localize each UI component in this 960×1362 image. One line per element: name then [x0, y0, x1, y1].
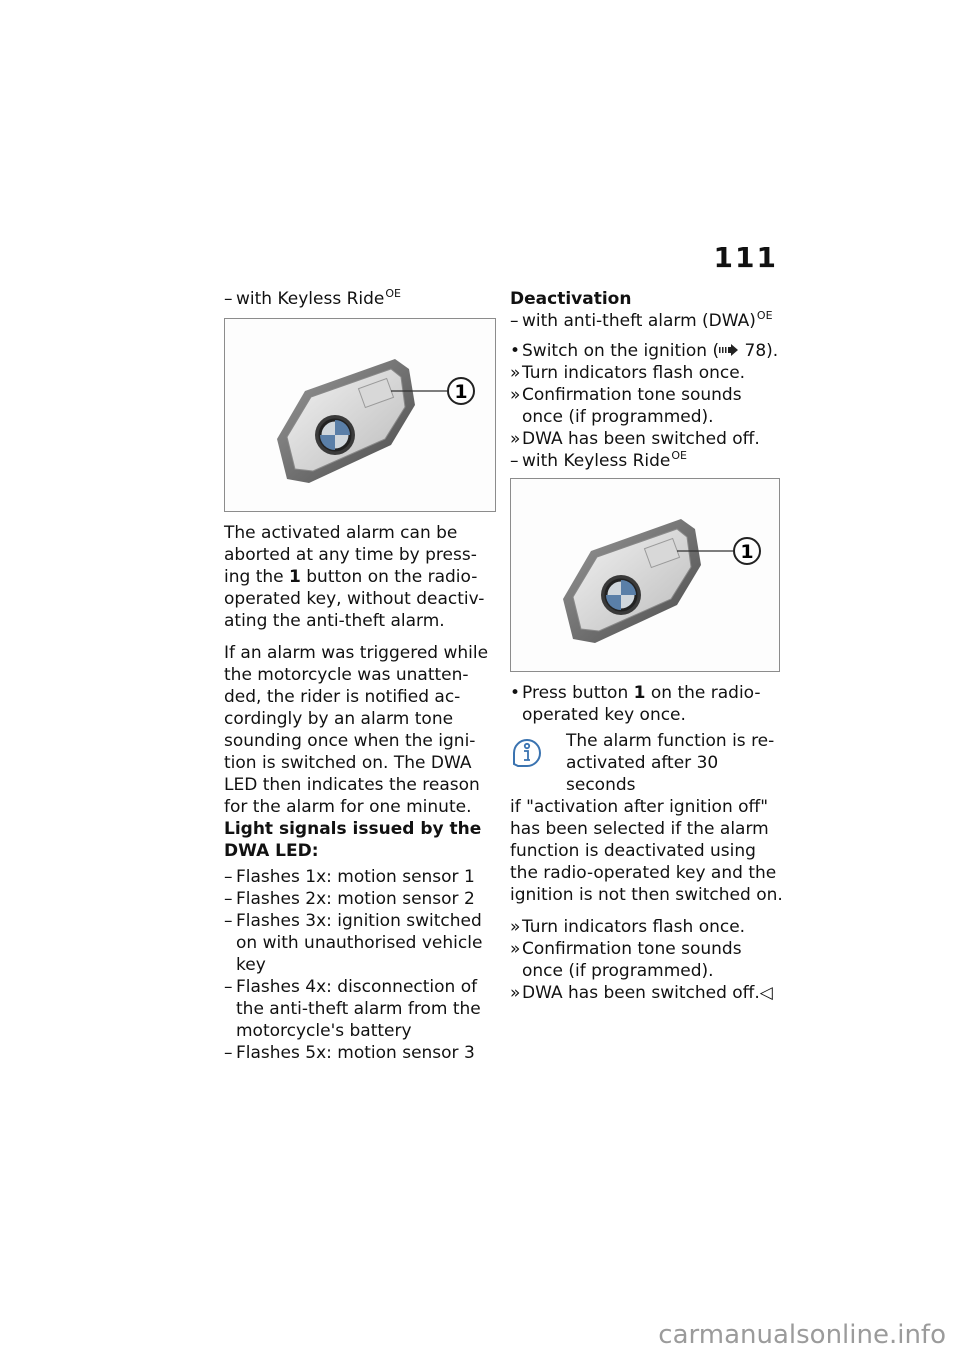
result-arrow-icon: » [510, 983, 521, 1003]
result-arrow-icon: » [510, 917, 521, 937]
option-ex-works-badge: OE [756, 309, 773, 322]
condition-keyless-ride: – with Keyless Ride$^{OE}$ [224, 287, 401, 309]
result-arrow-icon: » [510, 385, 521, 405]
info-icon [510, 736, 544, 770]
light-signals-list [224, 866, 496, 1064]
list-item: – Flashes 3x: ignition switched on with unauthorised vehicle key [224, 911, 483, 975]
info-note [510, 730, 786, 906]
dash-marker: – [224, 289, 233, 309]
button-reference: 1 [633, 683, 646, 703]
page-reference[interactable]: 78 [744, 341, 767, 361]
section-heading-deactivation: Deactivation [510, 289, 632, 309]
list-item: » DWA has been switched off. [510, 429, 760, 449]
result-arrow-icon: » [510, 363, 521, 383]
note-line-1: The alarm function is re- [566, 731, 775, 751]
bullet-icon: • [510, 683, 521, 703]
bullet-icon: • [510, 341, 521, 361]
list-item: » Turn indicators flash once. [510, 363, 746, 383]
page-reference-arrow-icon [719, 344, 739, 356]
list-item: – Flashes 5x: motion sensor 3 [224, 1043, 475, 1063]
list-item: » Confirmation tone sounds once (if programmed). [510, 939, 742, 981]
callout-label-1: 1 [740, 541, 754, 563]
button-reference: 1 [289, 567, 301, 587]
right-column [510, 288, 786, 1004]
condition-dwa: – with anti-theft alarm (DWA)$^{OE}$ [510, 309, 773, 331]
note-body: if "activation after ignition off" has been selected if the alarm function is deactivated using the radio-operated key and the ignition is not then switched on. [510, 797, 783, 905]
alarm-paragraph: If an alarm was triggered while the motorcycle was unatten-ded, the rider is notified ac-cordingly by an alarm tone sounding once when the igni-tion is switched on. The DWA LED then indicates the reason for the alarm for one minute. [224, 643, 489, 817]
page-number: 111 [713, 241, 778, 274]
step-switch-on-ignition: • Switch on the ignition ( 78). [510, 341, 779, 361]
light-signals-heading: Light signals issued by the DWA LED: [224, 819, 482, 861]
callout-label-1: 1 [454, 381, 468, 403]
watermark: carmanualsonline.info [658, 1320, 946, 1350]
condition-keyless-ride: – with Keyless Ride$^{OE}$ [510, 449, 687, 471]
list-item: » Turn indicators flash once. [510, 917, 746, 937]
left-column [224, 288, 496, 1064]
radio-key-illustration [225, 319, 495, 511]
results-list-2 [510, 916, 786, 1004]
abort-paragraph: The activated alarm can be aborted at any time by press-ing the 1 button on the radio-operated key, without deactiv-ating the anti-theft alarm. [224, 523, 485, 631]
list-item: – Flashes 4x: disconnection of the anti-theft alarm from the motorcycle's battery [224, 977, 481, 1041]
key-figure-2 [510, 478, 780, 672]
results-list-1 [510, 362, 786, 450]
list-item: – Flashes 1x: motion sensor 1 [224, 867, 475, 887]
end-of-section-icon: ◁ [759, 983, 773, 1003]
step-press-button: • Press button 1 on the radio-operated key once. [510, 683, 761, 725]
list-item: – Flashes 2x: motion sensor 2 [224, 889, 475, 909]
list-item: » DWA has been switched off.◁ [510, 983, 773, 1003]
note-line-2: activated after 30 seconds [566, 753, 719, 795]
option-ex-works-badge: OE [671, 449, 687, 462]
key-figure-1 [224, 318, 496, 512]
option-ex-works-badge: OE [385, 287, 401, 300]
radio-key-illustration [511, 479, 779, 671]
list-item: » Confirmation tone sounds once (if programmed). [510, 385, 742, 427]
result-arrow-icon: » [510, 939, 521, 959]
result-arrow-icon: » [510, 429, 521, 449]
